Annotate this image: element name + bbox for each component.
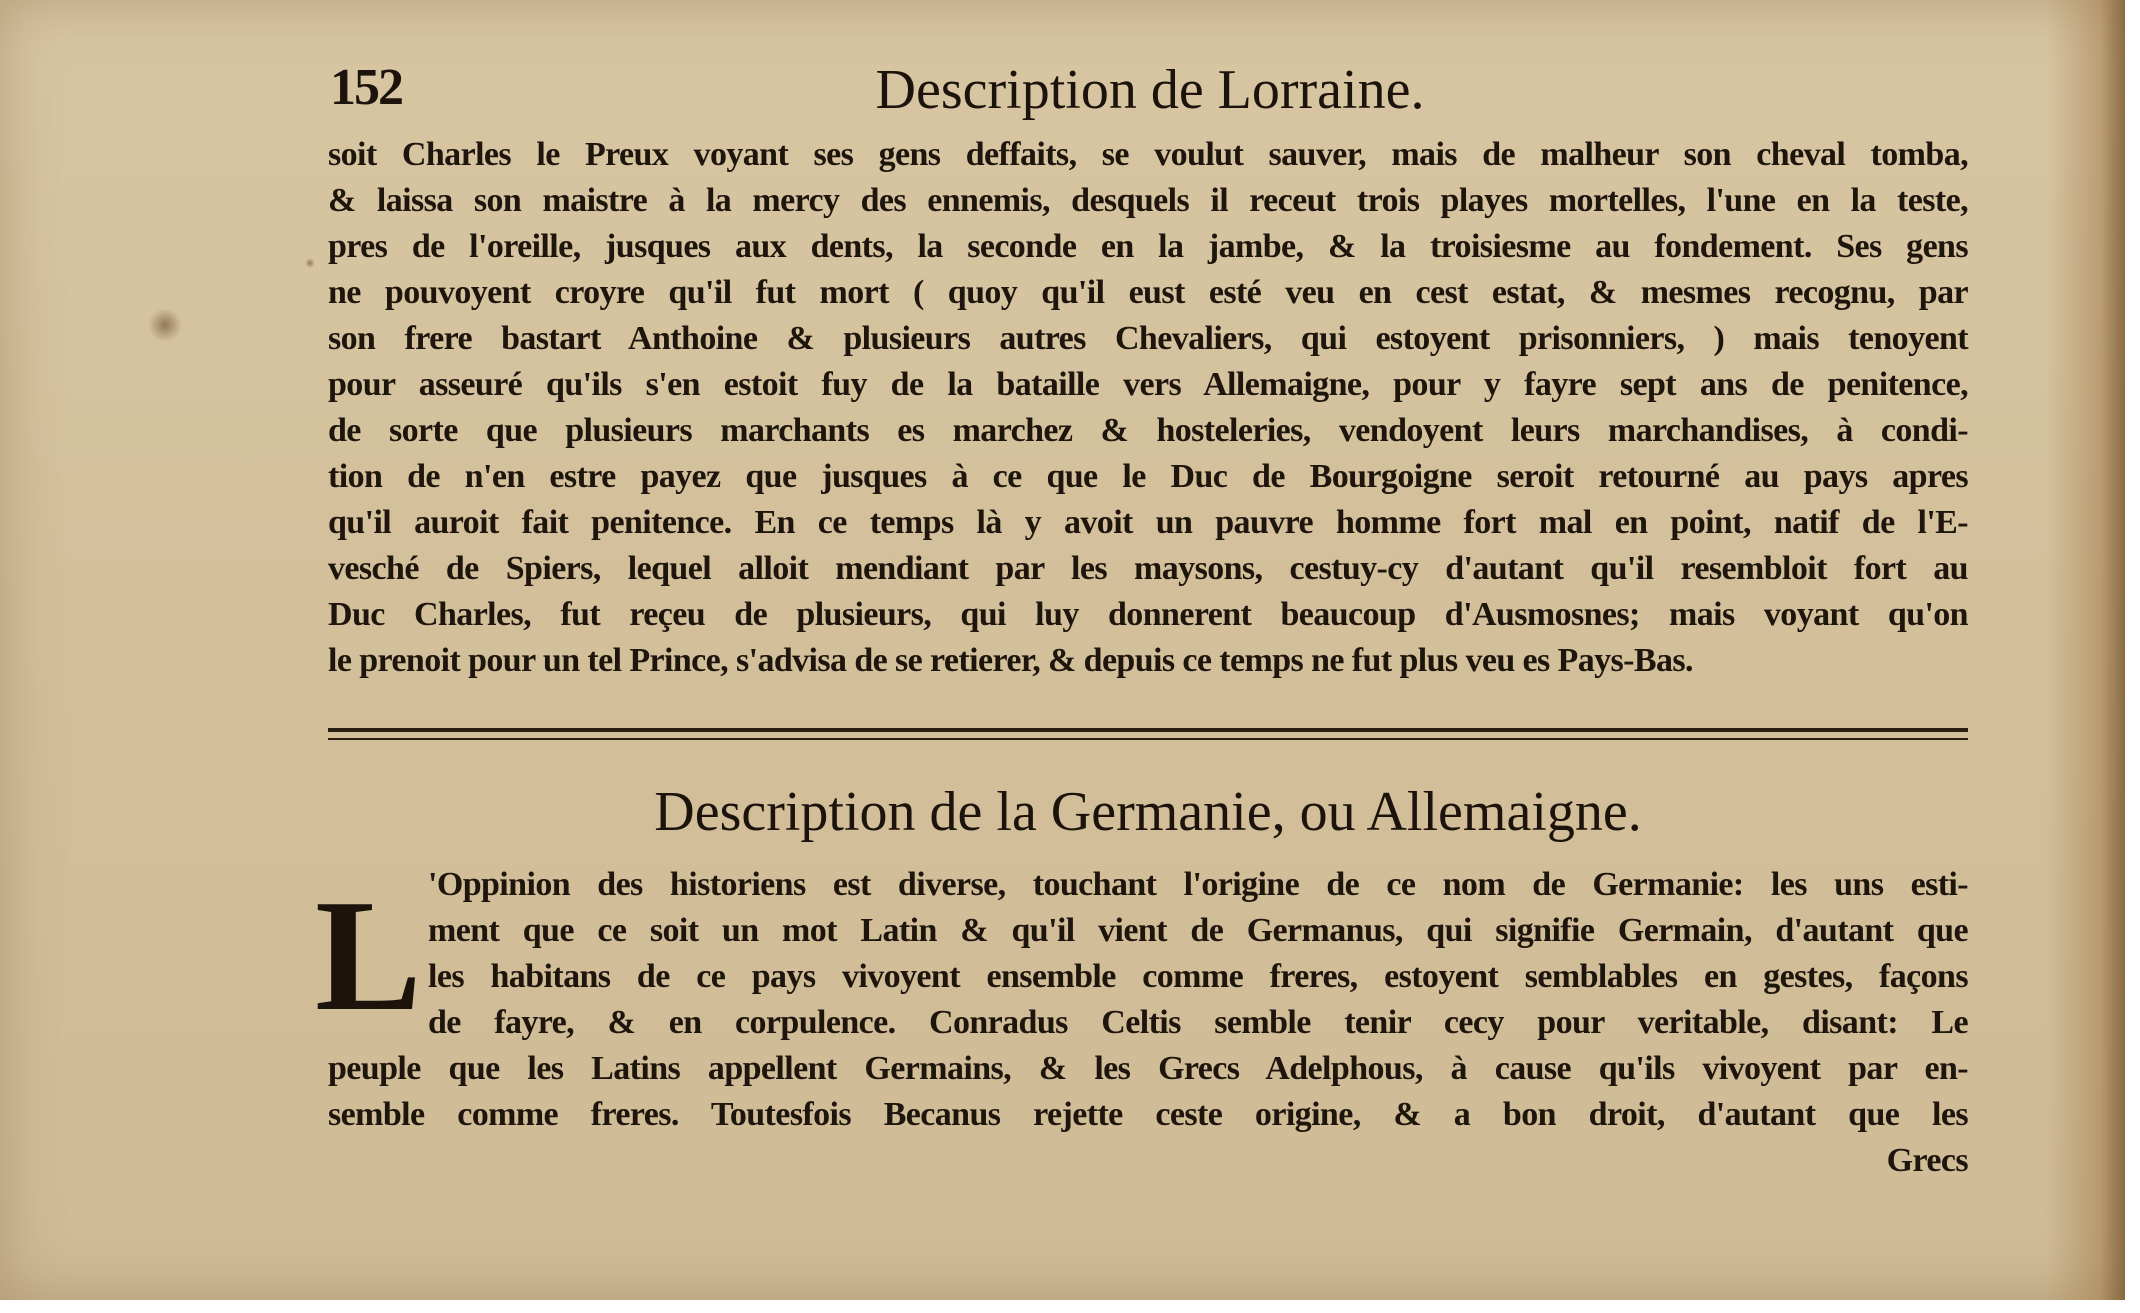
running-head bbox=[330, 58, 1970, 128]
text-line: peuple que les Latins appellent Germains, & les Grecs Adelphous, à cause qu'ils vivoyent par en- bbox=[328, 1050, 1968, 1087]
text-line: pour asseuré qu'ils s'en estoit fuy de la bataille vers Allemaigne, pour y fayre sept ans de penitence, bbox=[328, 366, 1968, 403]
text-line: soit Charles le Preux voyant ses gens deffaits, se voulut sauver, mais de malheur son cheval tomba, bbox=[328, 136, 1968, 173]
paragraph-germanie bbox=[328, 862, 1968, 1184]
page-number: 152 bbox=[330, 59, 402, 116]
ink-stain bbox=[148, 308, 182, 342]
text-line: de sorte que plusieurs marchants es marchez & hosteleries, vendoyent leurs marchandises, à condi- bbox=[328, 412, 1968, 449]
catchword: Grecs bbox=[1886, 1142, 1968, 1179]
text-line: son frere bastart Anthoine & plusieurs autres Chevaliers, qui estoyent prisonniers, ) mais tenoyent bbox=[328, 320, 1968, 357]
page-edge-shadow bbox=[2045, 0, 2125, 1300]
text-line: Duc Charles, fut reçeu de plusieurs, qui luy donnerent beaucoup d'Ausmosnes; mais voyant qu'on bbox=[328, 596, 1968, 633]
ink-stain bbox=[305, 258, 315, 268]
text-line: pres de l'oreille, jusques aux dents, la seconde en la jambe, & la troisiesme au fondement. Ses gens bbox=[328, 228, 1968, 265]
text-line: & laissa son maistre à la mercy des ennemis, desquels il receut trois playes mortelles, l'une en la teste, bbox=[328, 182, 1968, 219]
text-line: de fayre, & en corpulence. Conradus Celtis semble tenir cecy pour veritable, disant: Le bbox=[428, 1004, 1968, 1041]
text-line: ne pouvoyent croyre qu'il fut mort ( quoy qu'il eust esté veu en cest estat, & mesmes recognu, par bbox=[328, 274, 1968, 311]
text-line: semble comme freres. Toutesfois Becanus rejette ceste origine, & a bon droit, d'autant que les bbox=[328, 1096, 1968, 1133]
running-title: Description de Lorraine. bbox=[875, 59, 1425, 121]
text-line: 'Oppinion des historiens est diverse, touchant l'origine de ce nom de Germanie: les uns esti- bbox=[428, 866, 1968, 903]
text-line: tion de n'en estre payez que jusques à ce que le Duc de Bourgoigne seroit retourné au pays apres bbox=[328, 458, 1968, 495]
paragraph-lorraine bbox=[328, 132, 1968, 684]
text-line: qu'il auroit fait penitence. En ce temps là y avoit un pauvre homme fort mal en point, natif de l'E- bbox=[328, 504, 1968, 541]
text-line: les habitans de ce pays vivoyent ensemble comme freres, estoyent semblables en gestes, façons bbox=[428, 958, 1968, 995]
text-line: ment que ce soit un mot Latin & qu'il vient de Germanus, qui signifie Germain, d'autant que bbox=[428, 912, 1968, 949]
drop-cap: L bbox=[315, 866, 422, 1044]
section-divider bbox=[328, 728, 1968, 740]
text-line: vesché de Spiers, lequel alloit mendiant par les maysons, cestuy-cy d'autant qu'il resembloit fort au bbox=[328, 550, 1968, 587]
section-title: Description de la Germanie, ou Allemaigne. bbox=[654, 781, 1642, 843]
text-line: le prenoit pour un tel Prince, s'advisa de se retierer, & depuis ce temps ne fut plus veu es Pays-Bas. bbox=[328, 642, 1693, 679]
